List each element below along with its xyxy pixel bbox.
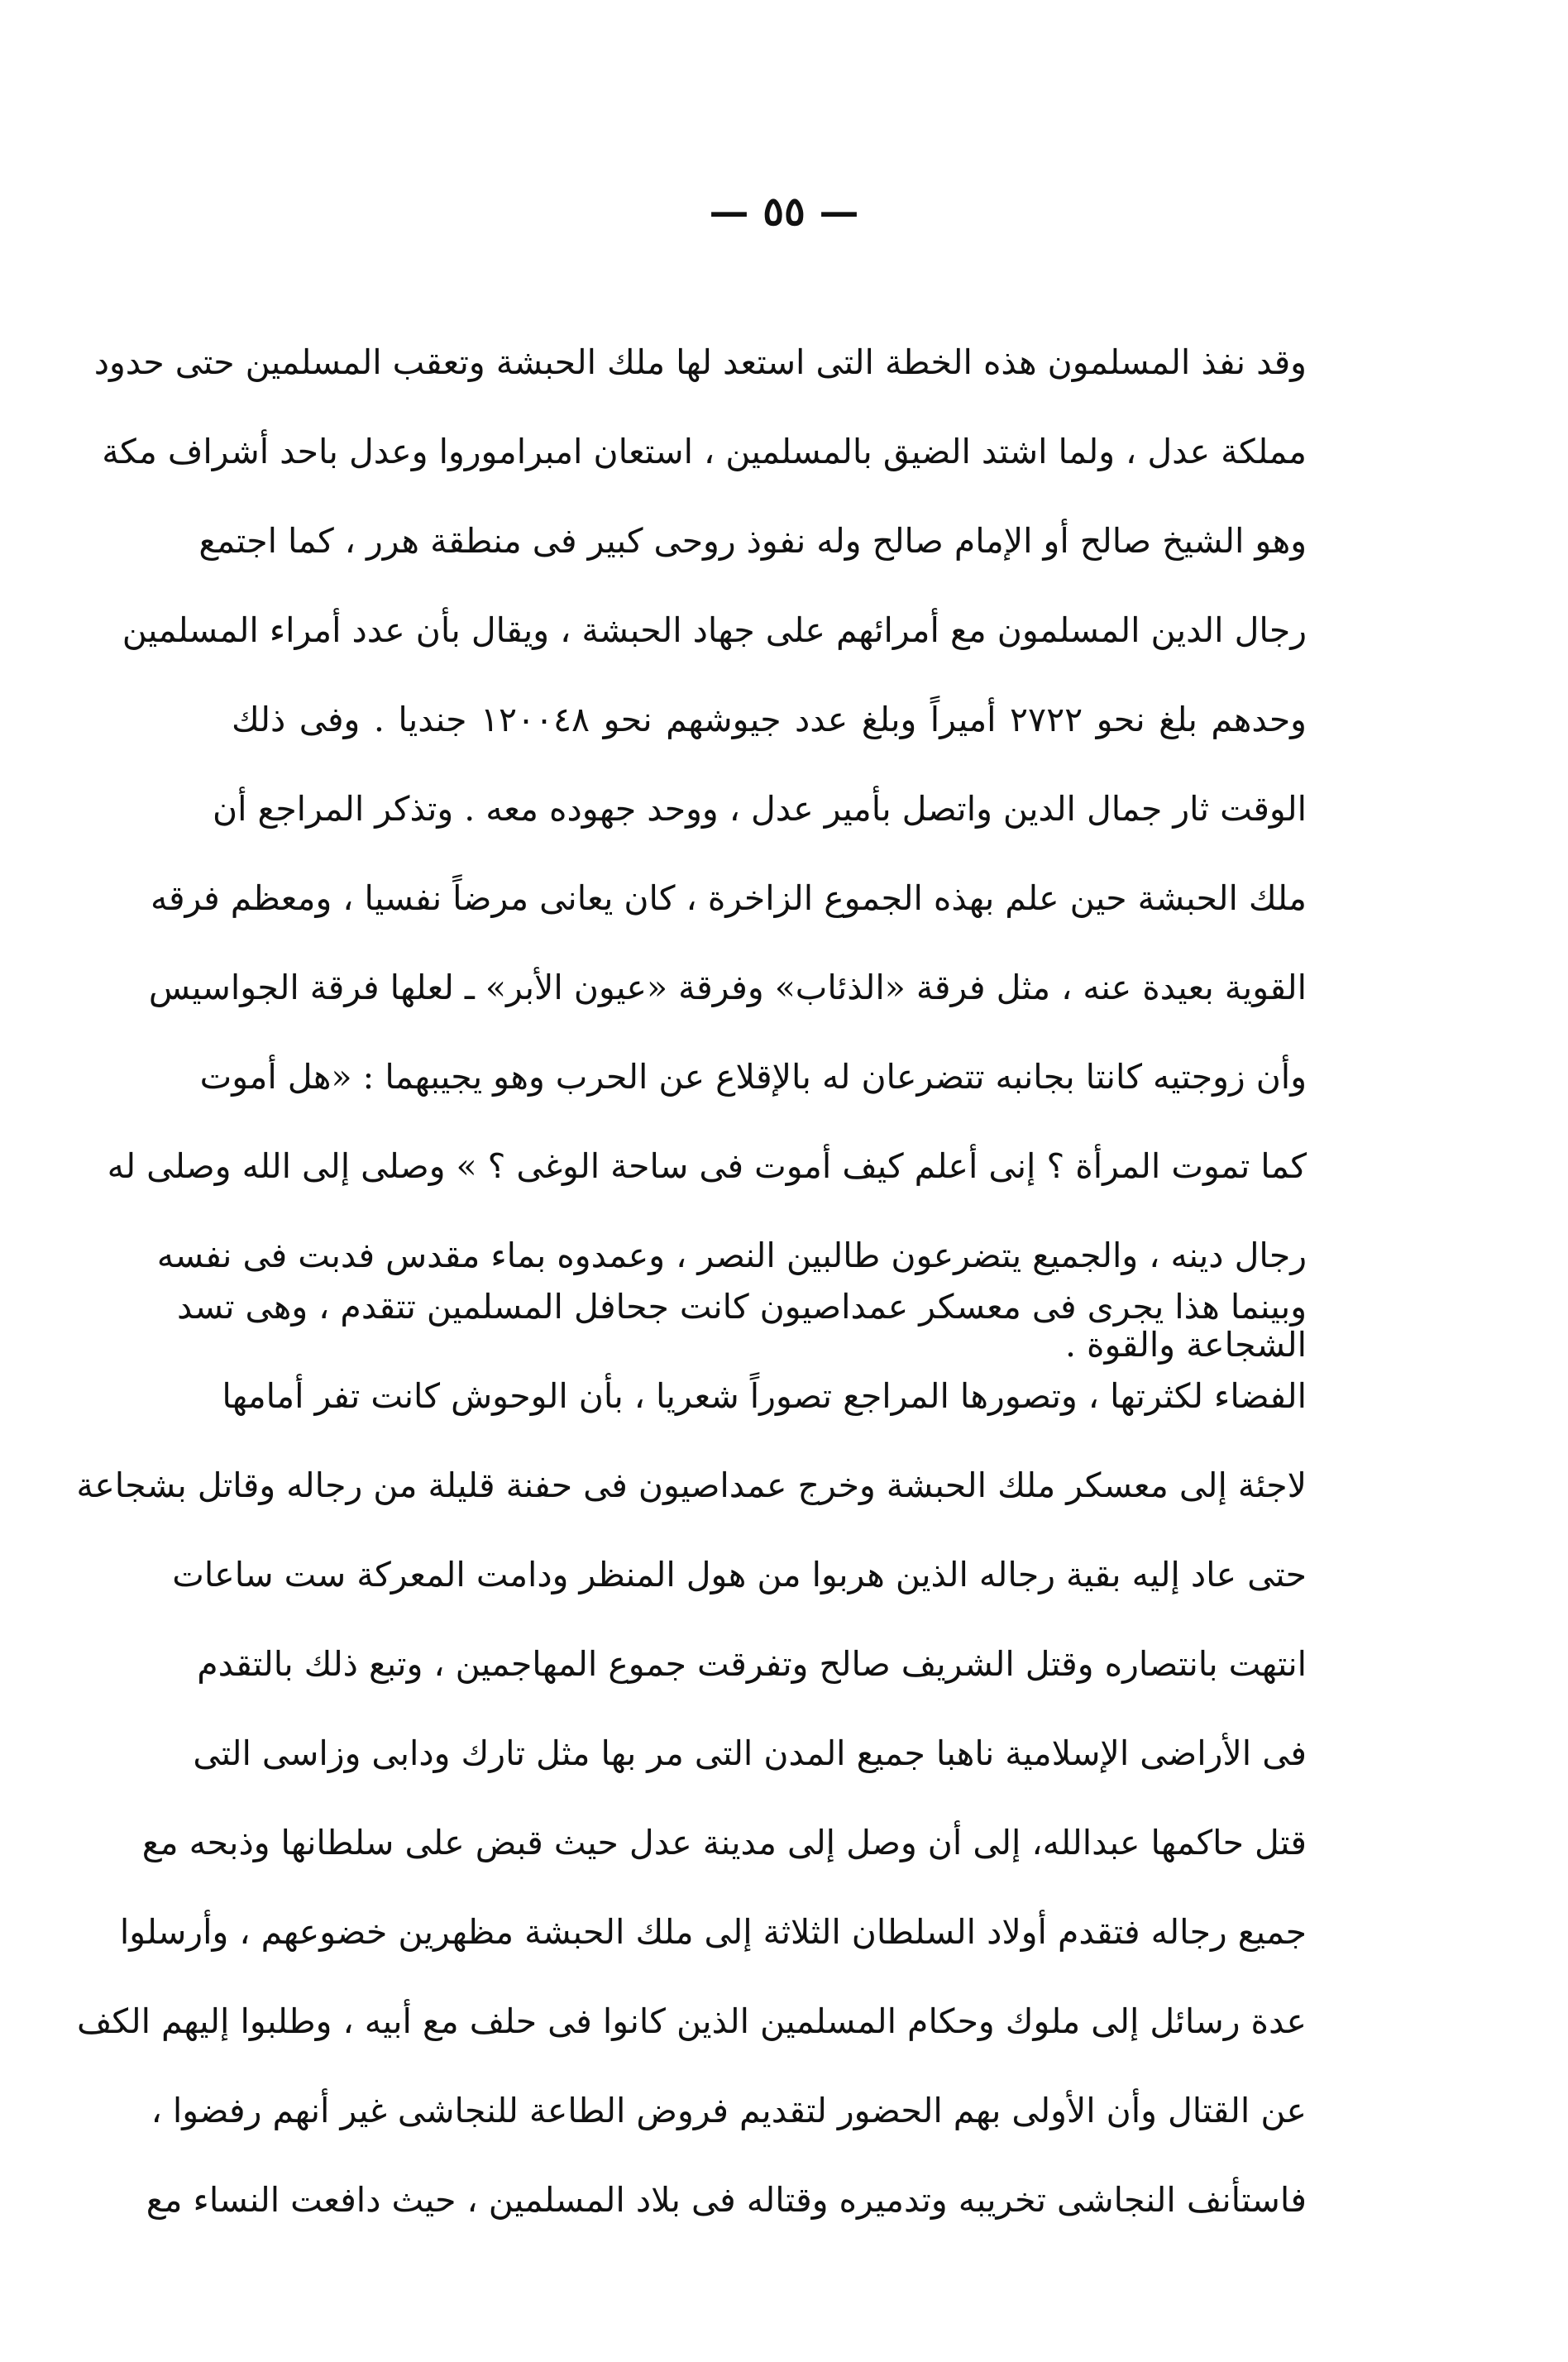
text-line: فاستأنف النجاشى تخريبه وتدميره وقتاله فى بلاد المسلمين ، حيث دافعت النساء مع: [146, 2180, 1307, 2220]
text-line: فى الأراضى الإسلامية ناهبا جميع المدن التى مر بها مثل تارك ودابى وزاسى التى: [193, 1733, 1307, 1773]
text-line: رجال دينه ، والجميع يتضرعون طالبين النصر ، وعمدوه بماء مقدس فدبت فى نفسه: [156, 1236, 1307, 1275]
text-line: وقد نفذ المسلمون هذه الخطة التى استعد لها ملك الحبشة وتعقب المسلمين حتى حدود: [93, 342, 1307, 382]
text-line: وهو الشيخ صالح أو الإمام صالح وله نفوذ روحى كبير فى منطقة هرر ، كما اجتمع: [198, 521, 1307, 561]
text-line: حتى عاد إليه بقية رجاله الذين هربوا من هول المنظر ودامت المعركة ست ساعات: [172, 1555, 1307, 1595]
text-line: عدة رسائل إلى ملوك وحكام المسلمين الذين كانوا فى حلف مع أبيه ، وطلبوا إليهم الكف: [77, 2001, 1307, 2041]
text-line: الفضاء لكثرتها ، وتصورها المراجع تصوراً شعريا ، بأن الوحوش كانت تفر أمامها: [222, 1376, 1307, 1416]
text-line: لاجئة إلى معسكر ملك الحبشة وخرج عمداصيون فى حفنة قليلة من رجاله وقاتل بشجاعة: [76, 1465, 1307, 1505]
text-line: الوقت ثار جمال الدين واتصل بأمير عدل ، ووحد جهوده معه . وتذكر المراجع أن: [212, 789, 1307, 829]
text-line: كما تموت المرأة ؟ إنى أعلم كيف أموت فى ساحة الوغى ؟ » وصلى إلى الله وصلى له: [107, 1146, 1307, 1186]
text-line: مملكة عدل ، ولما اشتد الضيق بالمسلمين ، استعان امبراموروا وعدل باحد أشراف مكة: [102, 432, 1307, 471]
text-line: القوية بعيدة عنه ، مثل فرقة «الذئاب» وفرقة «عيون الأبر» ـ لعلها فرقة الجواسيس: [148, 968, 1307, 1007]
text-line: انتهت بانتصاره وقتل الشريف صالح وتفرقت جموع المهاجمين ، وتبع ذلك بالتقدم: [197, 1644, 1307, 1684]
text-line: وبينما هذا يجرى فى معسكر عمداصيون كانت جحافل المسلمين تتقدم ، وهى تسد: [177, 1287, 1307, 1327]
text-line: عن القتال وأن الأولى بهم الحضور لتقديم فروض الطاعة للنجاشى غير أنهم رفضوا ،: [151, 2091, 1307, 2130]
text-line: وحدهم بلغ نحو ٢٧٢٢ أميراً وبلغ عدد جيوشهم نحو ١٢٠٠٤٨ جنديا . وفى ذلك: [232, 700, 1307, 739]
text-line: رجال الدين المسلمون مع أمرائهم على جهاد الحبشة ، ويقال بأن عدد أمراء المسلمين: [122, 610, 1307, 650]
page-number: — ٥٥ —: [709, 189, 859, 235]
text-line: وأن زوجتيه كانتا بجانبه تتضرعان له بالإقلاع عن الحرب وهو يجيبهما : «هل أموت: [199, 1057, 1307, 1097]
text-line: جميع رجاله فتقدم أولاد السلطان الثلاثة إلى ملك الحبشة مظهرين خضوعهم ، وأرسلوا: [119, 1912, 1307, 1952]
text-line: ملك الحبشة حين علم بهذه الجموع الزاخرة ، كان يعانى مرضاً نفسيا ، ومعظم فرقه: [150, 878, 1307, 918]
text-line: قتل حاكمها عبدالله، إلى أن وصل إلى مدينة عدل حيث قبض على سلطانها وذبحه مع: [141, 1823, 1307, 1862]
text-line: الشجاعة والقوة .: [1064, 1325, 1307, 1365]
